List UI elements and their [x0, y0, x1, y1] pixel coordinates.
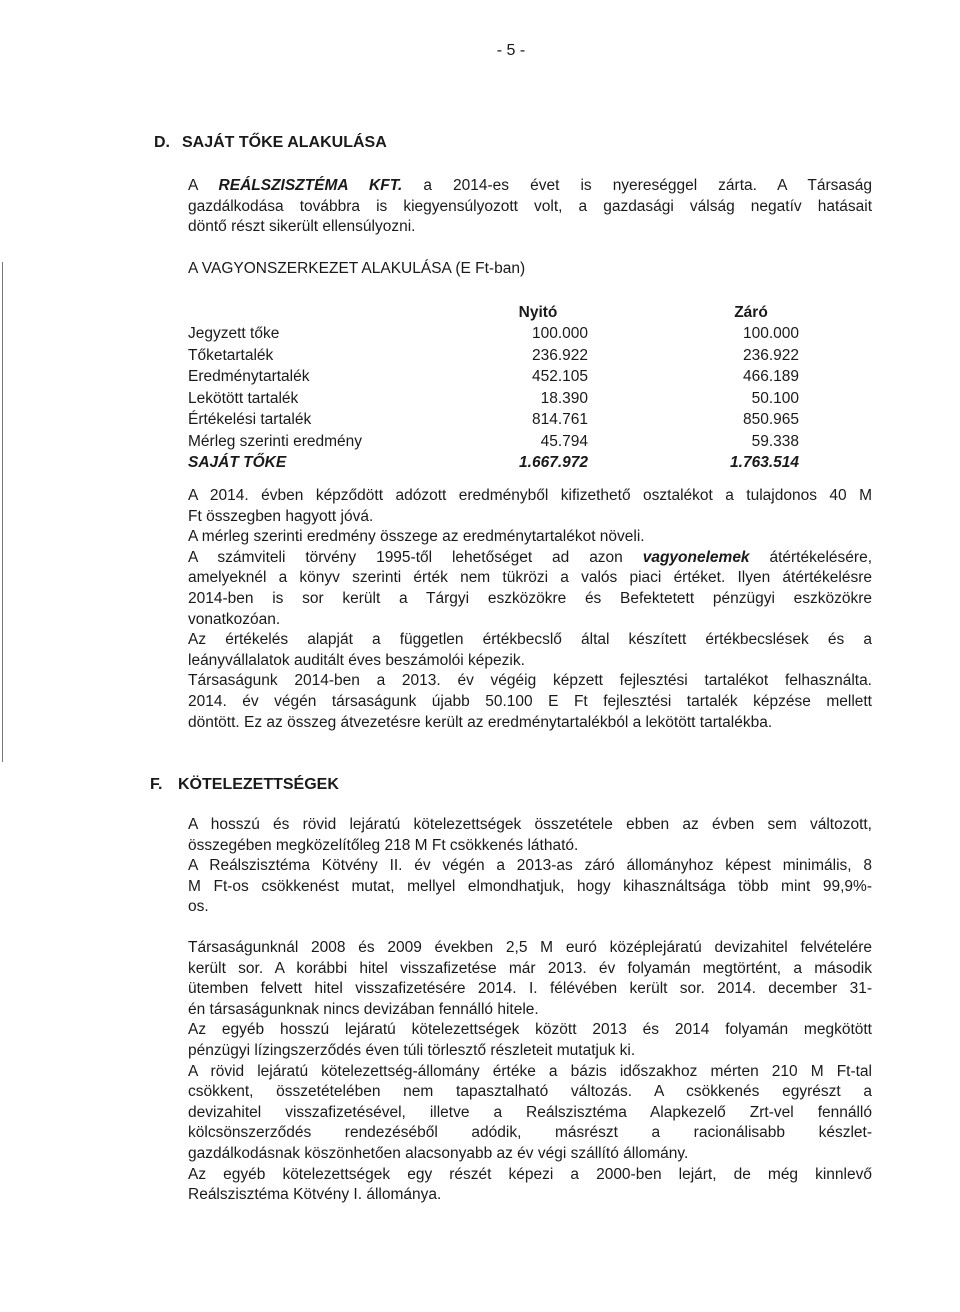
para-line: én társaságunknak nincs devizában fennálló hitele.: [188, 1000, 539, 1018]
para-line: devizahitel visszafizetésével, illetve a Reálszisztéma Alapkezelő Zrt-vel fennálló: [188, 1103, 872, 1121]
para-line: Társaságunknál 2008 és 2009 években 2,5 M euró középlejáratú devizahitel felvételére: [188, 939, 872, 956]
para-line: összegében megközelítőleg 218 M Ft csökkenés látható.: [188, 836, 579, 854]
note-line: Ft összegben hagyott jóvá.: [188, 507, 374, 525]
row-open-value: 452.105: [531, 368, 588, 386]
note-line: 2014-ben is sor került a Tárgyi eszközökre és Befektetett pénzügyi eszközökre: [188, 589, 872, 607]
para-line: pénzügyi lízingszerződés éven túli törlesztő részleteit mutatjuk ki.: [188, 1041, 636, 1059]
row-label: Eredménytartalék: [188, 368, 310, 386]
section-f-heading: [150, 776, 339, 794]
header-close: Záró: [734, 303, 768, 321]
page-number: - 5 -: [496, 42, 526, 59]
table-total-row: [188, 453, 799, 475]
row-open-value: 236.922: [531, 346, 588, 364]
section-d-title: SAJÁT TŐKE ALAKULÁSA: [182, 134, 387, 151]
note-line: A 2014. évben képződött adózott eredményből kifizethető osztalékot a tulajdonos 40 M: [188, 487, 872, 504]
table-row: [188, 345, 799, 367]
note-line: Az értékelés alapját a független értékbecslő által készített értékbecslések és a: [188, 631, 872, 649]
para-line: Az egyéb hosszú lejáratú kötelezettségek között 2013 és 2014 folyamán megkötött: [188, 1021, 872, 1039]
header-open: Nyitó: [518, 303, 558, 321]
note-line: Társaságunk 2014-ben a 2013. év végéig képzett fejlesztési tartalékot felhasználta.: [188, 672, 872, 690]
para-line: Az egyéb kötelezettségek egy részét képezi a 2000-ben lejárt, de még kinnlevő: [188, 1165, 872, 1183]
intro-line: A REÁLSZISZTÉMA KFT. a 2014-es évet is nyereséggel zárta. A Társaság: [188, 177, 873, 194]
emphasis-vagyonelemek: vagyonelemek: [642, 548, 750, 566]
table-row: [188, 410, 799, 432]
note-line: A számviteli törvény 1995-től lehetőséget ad azon vagyonelemek átértékelésére,: [188, 548, 872, 566]
row-open-value: 18.390: [540, 389, 588, 407]
para-line: Reálszisztéma Kötvény I. állományа.: [188, 1186, 442, 1204]
section-f-title: KÖTELEZETTSÉGEK: [178, 776, 339, 793]
section-d-letter: D.: [154, 134, 170, 151]
para-line: kölcsönszerződés rendezéséből adódik, másrészt a racionálisabb készlet-: [188, 1124, 872, 1142]
header-label: [188, 302, 488, 324]
table-row: [188, 431, 799, 453]
para-line: ütemben felvett hitel visszafizetésére 2014. I. félévében került sor. 2014. december 31-: [188, 980, 872, 998]
row-open-value: 45.794: [540, 432, 588, 450]
note-line: vonatkozóan.: [188, 610, 281, 628]
para-line: A hosszú és rövid lejáratú kötelezettségek összetétele ebben az évben sem változott,: [188, 816, 872, 833]
row-label: Mérleg szerinti eredmény: [188, 432, 363, 450]
section-d-intro: [188, 176, 872, 238]
note-line: amelyeknél a könyv szerinti érték nem tükrözi a valós piaci értéket. Ilyen átértékelésre: [188, 569, 872, 587]
note-line: 2014. év végén társaságunk újabb 50.100 E Ft fejlesztési tartalék képzése mellett: [188, 692, 872, 710]
para-line: os.: [188, 898, 209, 916]
para-line: M Ft-os csökkenést mutat, mellyel elmondhatjuk, hogy kihasználtsága több mint 99,9%-: [188, 877, 872, 895]
row-close-value: 100.000: [742, 325, 799, 343]
section-f-body-2: [188, 938, 872, 1206]
equity-table: [188, 302, 799, 474]
para-line: A rövid lejáratú kötelezettség-állomány értéke a bázis időszakhoz mérten 210 M Ft-tal: [188, 1062, 872, 1080]
section-f-body-1: [188, 815, 872, 918]
table-row: [188, 388, 799, 410]
row-label: Tőketartalék: [188, 346, 274, 364]
section-d-notes: [188, 486, 872, 733]
section-d-heading: [154, 134, 387, 152]
company-name: REÁLSZISZTÉMA KFT.: [218, 177, 403, 194]
total-close-value: 1.763.514: [730, 454, 799, 472]
para-line: gazdálkodásnak köszönhetően alacsonyabb az év végi szállító állomány.: [188, 1144, 689, 1162]
table-row: [188, 324, 799, 346]
row-label: Lekötött tartalék: [188, 389, 299, 407]
para-line: került sor. A korábbi hitel visszafizetése már 2013. év folyamán megtörtént, a második: [188, 959, 872, 977]
total-open-value: 1.667.972: [519, 454, 588, 472]
row-open-value: 814.761: [531, 411, 588, 429]
intro-line: döntő részt sikerült ellensúlyozni.: [188, 218, 416, 236]
note-line: leányvállalatok auditált éves beszámolói képezik.: [188, 651, 525, 669]
para-line: A Reálszisztéma Kötvény II. év végén a 2013-as záró állományhoz képest minimális, 8: [188, 857, 872, 875]
table-title: A VAGYONSZERKEZET ALAKULÁSA (E Ft-ban): [188, 260, 526, 277]
row-close-value: 236.922: [742, 346, 799, 364]
row-close-value: 50.100: [751, 389, 799, 407]
row-label: Jegyzett tőke: [188, 325, 280, 343]
row-close-value: 850.965: [742, 411, 799, 429]
row-close-value: 466.189: [742, 368, 799, 386]
intro-line: gazdálkodása továbbra is kiegyensúlyozott volt, a gazdasági válság negatív hatásait: [188, 197, 872, 215]
note-line: A mérleg szerinti eredmény összege az eredménytartalékot növeli.: [188, 528, 645, 546]
row-open-value: 100.000: [531, 325, 588, 343]
note-line: döntött. Ez az összeg átvezetésre került az eredménytartalékból a lekötött tartalékba.: [188, 713, 773, 731]
para-line: csökkent, összetételében nem tapasztalható változás. A csökkenés egyrészt a: [188, 1083, 872, 1101]
row-label: Értékelési tartalék: [188, 411, 312, 429]
row-close-value: 59.338: [751, 432, 799, 450]
table-row: [188, 367, 799, 389]
table-header-row: [188, 302, 799, 324]
section-f-letter: F.: [150, 776, 163, 793]
total-label: SAJÁT TŐKE: [188, 454, 287, 472]
scan-margin-line: [2, 262, 3, 762]
